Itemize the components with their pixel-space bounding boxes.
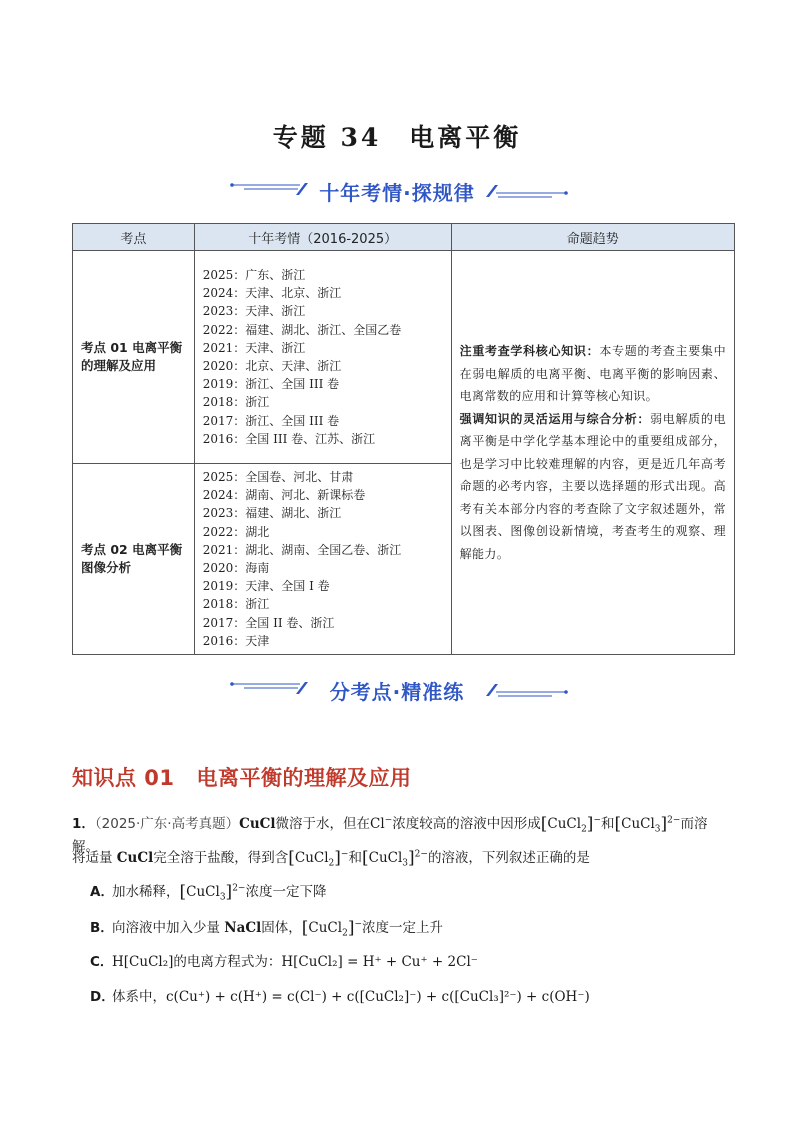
chem-complex: [CuCl$_3$]$^{2-}$ [614, 814, 681, 835]
banner-title: 十年考情·探规律 [319, 181, 475, 205]
option-label: C． [90, 954, 114, 970]
option-text: 固体， [261, 920, 302, 936]
year-item: 2022：福建、湖北、浙江、全国乙卷 [202, 322, 402, 337]
chem-complex: [CuCl$_3$]$^{2-}$ [179, 882, 246, 903]
chem-formula: Cl [370, 816, 385, 832]
option-text: 体系中， [112, 989, 166, 1005]
question-source: （2025·广东·高考真题） [94, 816, 240, 832]
stem-text: 将适量 [72, 850, 117, 866]
option-text: 向溶液中加入少量 [112, 920, 225, 936]
year-item: 2024：湖南、河北、新课标卷 [202, 488, 366, 503]
banner-title: 分考点·精准练 [329, 680, 465, 704]
option-b[interactable] [90, 916, 443, 939]
option-text: 浓度一定下降 [245, 884, 327, 900]
chem-formula: CuCl [621, 816, 655, 832]
year-item: 2019：天津、全国 I 卷 [202, 579, 330, 594]
year-item: 2025：全国卷、河北、甘肃 [202, 470, 354, 484]
section-banner-practice [0, 674, 794, 706]
chem-equation: H⁺ + Cu⁺ + 2Cl⁻ [362, 954, 478, 970]
option-c[interactable]: C．H[CuCl₂]的电离方程式为：H[CuCl₂] = H⁺ + Cu⁺ + 2Cl⁻ [90, 950, 478, 970]
header-point: 考点 [73, 224, 195, 251]
year-item: 2023：福建、湖北、浙江 [202, 506, 342, 521]
chem-formula: CuCl [116, 850, 154, 866]
question-number: 1． [72, 816, 95, 832]
year-item: 2019：浙江、全国 III 卷 [202, 377, 340, 392]
table-header-row [73, 224, 735, 251]
year-item: 2020：北京、天津、浙江 [202, 359, 342, 373]
stem-text: 和 [600, 816, 615, 832]
chem-complex: [CuCl$_2$]− [288, 848, 349, 869]
year-item: 2022：湖北 [202, 524, 270, 539]
trend-heading-2: 强调知识的灵活运用与综合分析： [459, 411, 651, 426]
year-item: 2024：天津、北京、浙江 [202, 286, 342, 301]
year-item: 2017：全国 II 卷、浙江 [202, 615, 335, 630]
year-item: 2016：天津 [202, 633, 270, 648]
stem-text: 的溶液，下列叙述正确的是 [427, 850, 590, 866]
trend-text-1: 本专题的考查主要集中在弱电解质的电离平衡、电离平衡的影响因素、电离常数的应用和计算等核心知识。 [459, 344, 726, 404]
option-label: A． [90, 884, 114, 900]
chem-ion: Cl− [370, 815, 393, 832]
chem-formula: H[CuCl₂] [112, 954, 174, 970]
trend-heading-1: 注重考查学科核心知识： [459, 344, 600, 359]
point-cell: 考点 01 电离平衡的理解及应用 [73, 251, 195, 464]
section-number: 知识点 01 [72, 766, 175, 790]
chem-formula: H[CuCl₂] [281, 954, 343, 970]
chem-formula: CuCl [368, 850, 403, 866]
stem-text: 完全溶于盐酸，得到含 [153, 850, 289, 866]
header-trend: 命题趋势 [451, 224, 734, 251]
question-stem-line-2 [72, 846, 732, 869]
page-title: 专题 34 电离平衡 [272, 123, 522, 152]
year-item: 2021：湖北、湖南、全国乙卷、浙江 [202, 542, 402, 557]
chem-formula: NaCl [224, 920, 262, 936]
option-text: 浓度一定上升 [362, 920, 443, 936]
section-banner-trends [0, 175, 794, 207]
chem-formula: CuCl [239, 816, 276, 832]
year-item: 2018：浙江 [202, 395, 270, 410]
header-years: 十年考情（2016-2025） [194, 224, 451, 251]
point-cell: 考点 02 电离平衡图像分析 [73, 464, 195, 655]
exam-overview-table [72, 223, 735, 655]
chem-formula: CuCl [294, 850, 329, 866]
option-a[interactable] [90, 880, 326, 903]
option-text: 的电离方程式为： [173, 954, 282, 970]
chem-complex: [CuCl$_2$]− [540, 814, 601, 835]
section-title: 电离平衡的理解及应用 [196, 766, 412, 790]
chem-equation: c(Cu⁺) + c(H⁺) = c(Cl⁻) + c([CuCl₂]⁻) + c([CuCl₃]²⁻) + c(OH⁻) [166, 989, 590, 1005]
year-item: 2023：天津、浙江 [202, 304, 306, 319]
stem-text: 和 [348, 850, 362, 866]
years-cell [194, 464, 451, 655]
years-cell [194, 251, 451, 464]
year-item: 2016：全国 III 卷、江苏、浙江 [202, 431, 376, 446]
year-item: 2017：浙江、全国 III 卷 [202, 413, 340, 428]
option-text: 加水稀释， [112, 884, 180, 900]
chem-formula: CuCl [186, 884, 220, 900]
table-row [73, 251, 735, 464]
year-item: 2025：广东、浙江 [202, 267, 306, 282]
trend-cell [451, 251, 734, 655]
chem-complex: [CuCl$_3$]$^{2-}$ [361, 848, 428, 869]
trend-text-2: 弱电解质的电离平衡是中学化学基本理论中的重要组成部分，也是学习中比较难理解的内容，更是近几年高考命题的必考内容，主要以选择题的形式出现。高考有关本部分内容的考查除了文字叙述题外，常以图表、图像创设新情境，考查考生的观察、理解能力。 [459, 411, 726, 561]
option-label: D． [90, 989, 115, 1005]
chem-formula: CuCl [547, 816, 582, 832]
option-label: B． [90, 920, 114, 936]
chem-complex: [CuCl$_2$]− [301, 918, 362, 939]
section-heading [72, 762, 412, 792]
year-item: 2018：浙江 [202, 597, 270, 612]
stem-text: 而溶解。 [72, 816, 708, 855]
stem-text: 微溶于水，但在 [275, 816, 371, 832]
year-item: 2020：海南 [202, 561, 270, 576]
chem-formula: CuCl [308, 920, 343, 936]
option-d[interactable] [90, 985, 590, 1005]
stem-text: 浓度较高的溶液中因形成 [392, 816, 541, 832]
year-item: 2021：天津、浙江 [202, 340, 306, 355]
